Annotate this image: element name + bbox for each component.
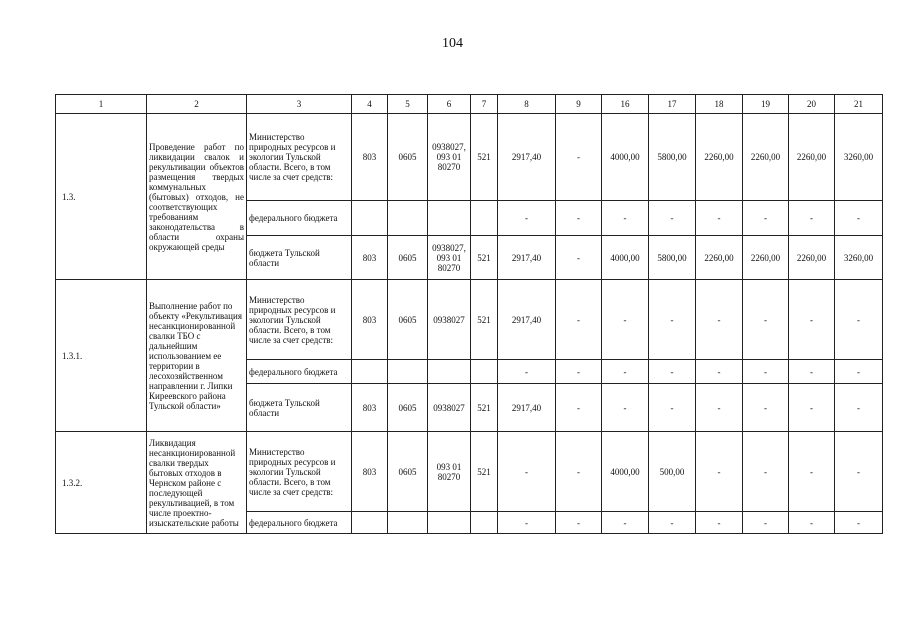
page-number: 104 [442,36,463,51]
value-cell: - [649,512,696,534]
table-row [56,114,883,201]
value-cell: - [649,360,696,384]
value-cell: 2260,00 [789,114,835,201]
value-cell: 2260,00 [696,236,743,280]
value-cell: - [556,114,602,201]
value-cell: - [498,201,556,236]
value-cell [428,201,471,236]
column-header: 19 [743,95,789,114]
value-cell: - [789,360,835,384]
table-row [56,280,883,360]
funding-source: Министерство природных ресурсов и экологии Тульской области. Всего, в том числе за счет средств: [247,280,352,360]
value-cell: 2917,40 [498,280,556,360]
value-cell: - [696,201,743,236]
value-cell [471,360,498,384]
funding-source: федерального бюджета [247,512,352,534]
value-cell: 2260,00 [743,236,789,280]
value-cell: 2260,00 [696,114,743,201]
value-cell: - [743,384,789,432]
value-cell: 500,00 [649,432,696,512]
budget-table [55,94,883,534]
value-cell: 2260,00 [743,114,789,201]
value-cell: 0605 [388,280,428,360]
value-cell: - [649,201,696,236]
value-cell [428,360,471,384]
value-cell: 803 [352,280,388,360]
value-cell [388,201,428,236]
value-cell: - [835,384,883,432]
value-cell: - [602,201,649,236]
value-cell: - [743,360,789,384]
table-body [56,95,883,534]
value-cell [352,512,388,534]
column-header: 18 [696,95,743,114]
funding-source: федерального бюджета [247,360,352,384]
value-cell: - [498,512,556,534]
value-cell [471,512,498,534]
value-cell: 0605 [388,236,428,280]
value-cell: 0938027, 093 01 80270 [428,114,471,201]
value-cell: 4000,00 [602,432,649,512]
value-cell: - [743,432,789,512]
value-cell: - [789,201,835,236]
value-cell: 3260,00 [835,236,883,280]
value-cell: - [835,512,883,534]
value-cell: - [556,236,602,280]
value-cell: 803 [352,236,388,280]
item-name: Проведение работ по ликвидации свалок и рекультивации объектов размещения твердых коммунальных (бытовых) отходов, не соответствующих требованиям законодательства в области охраны окружающей среды [147,114,247,280]
value-cell: - [556,201,602,236]
value-cell: 2917,40 [498,384,556,432]
column-header: 21 [835,95,883,114]
value-cell: 0938027, 093 01 80270 [428,236,471,280]
value-cell: 521 [471,236,498,280]
value-cell: - [602,512,649,534]
value-cell: 803 [352,384,388,432]
value-cell [428,512,471,534]
item-code: 1.3. [56,114,147,280]
value-cell: - [696,432,743,512]
value-cell [352,201,388,236]
value-cell [388,360,428,384]
value-cell: 3260,00 [835,114,883,201]
value-cell: 5800,00 [649,236,696,280]
value-cell: 803 [352,432,388,512]
value-cell: - [556,512,602,534]
value-cell: - [649,280,696,360]
value-cell: - [696,384,743,432]
value-cell: - [498,432,556,512]
value-cell: - [789,384,835,432]
table-row [56,432,883,512]
value-cell: 0938027 [428,384,471,432]
column-header: 7 [471,95,498,114]
funding-source: федерального бюджета [247,201,352,236]
value-cell: - [743,280,789,360]
value-cell: - [696,280,743,360]
column-header: 3 [247,95,352,114]
value-cell: 0938027 [428,280,471,360]
column-header: 17 [649,95,696,114]
column-header: 5 [388,95,428,114]
value-cell: - [743,512,789,534]
value-cell: 0605 [388,114,428,201]
value-cell: 521 [471,114,498,201]
value-cell: - [835,201,883,236]
value-cell: - [789,512,835,534]
value-cell: 5800,00 [649,114,696,201]
value-cell: - [835,360,883,384]
value-cell: - [835,280,883,360]
value-cell: 521 [471,384,498,432]
value-cell: - [602,360,649,384]
value-cell: 2917,40 [498,114,556,201]
value-cell: 4000,00 [602,236,649,280]
value-cell: 521 [471,280,498,360]
item-name: Выполнение работ по объекту «Рекультивация несанкционированной свалки ТБО с дальнейшим использованием ее территории в лесохозяйственном направлении г. Липки Киреевского района Тульской области» [147,280,247,432]
column-header: 20 [789,95,835,114]
value-cell: - [789,280,835,360]
value-cell: 2260,00 [789,236,835,280]
value-cell: - [556,384,602,432]
column-header: 8 [498,95,556,114]
funding-source: Министерство природных ресурсов и экологии Тульской области. Всего, в том числе за счет средств: [247,114,352,201]
column-header: 1 [56,95,147,114]
value-cell [352,360,388,384]
value-cell: - [556,280,602,360]
header-row [56,95,883,114]
value-cell: 093 01 80270 [428,432,471,512]
column-header: 2 [147,95,247,114]
item-code: 1.3.2. [56,432,147,534]
funding-source: бюджета Тульской области [247,236,352,280]
value-cell: 803 [352,114,388,201]
value-cell: - [835,432,883,512]
value-cell [471,201,498,236]
value-cell: - [602,384,649,432]
item-name: Ликвидация несанкционированной свалки твердых бытовых отходов в Чернском районе с последующей рекультивацией, в том числе проектно-изыскательские работы [147,432,247,534]
funding-source: бюджета Тульской области [247,384,352,432]
item-code: 1.3.1. [56,280,147,432]
column-header: 9 [556,95,602,114]
value-cell: 4000,00 [602,114,649,201]
value-cell: - [743,201,789,236]
value-cell: - [696,360,743,384]
value-cell: 0605 [388,432,428,512]
column-header: 16 [602,95,649,114]
value-cell: - [602,280,649,360]
value-cell: - [556,432,602,512]
value-cell: - [556,360,602,384]
value-cell [388,512,428,534]
value-cell: - [696,512,743,534]
value-cell: - [649,384,696,432]
column-header: 4 [352,95,388,114]
value-cell: - [789,432,835,512]
funding-source: Министерство природных ресурсов и экологии Тульской области. Всего, в том числе за счет средств: [247,432,352,512]
value-cell: 521 [471,432,498,512]
value-cell: 2917,40 [498,236,556,280]
value-cell: 0605 [388,384,428,432]
column-header: 6 [428,95,471,114]
value-cell: - [498,360,556,384]
